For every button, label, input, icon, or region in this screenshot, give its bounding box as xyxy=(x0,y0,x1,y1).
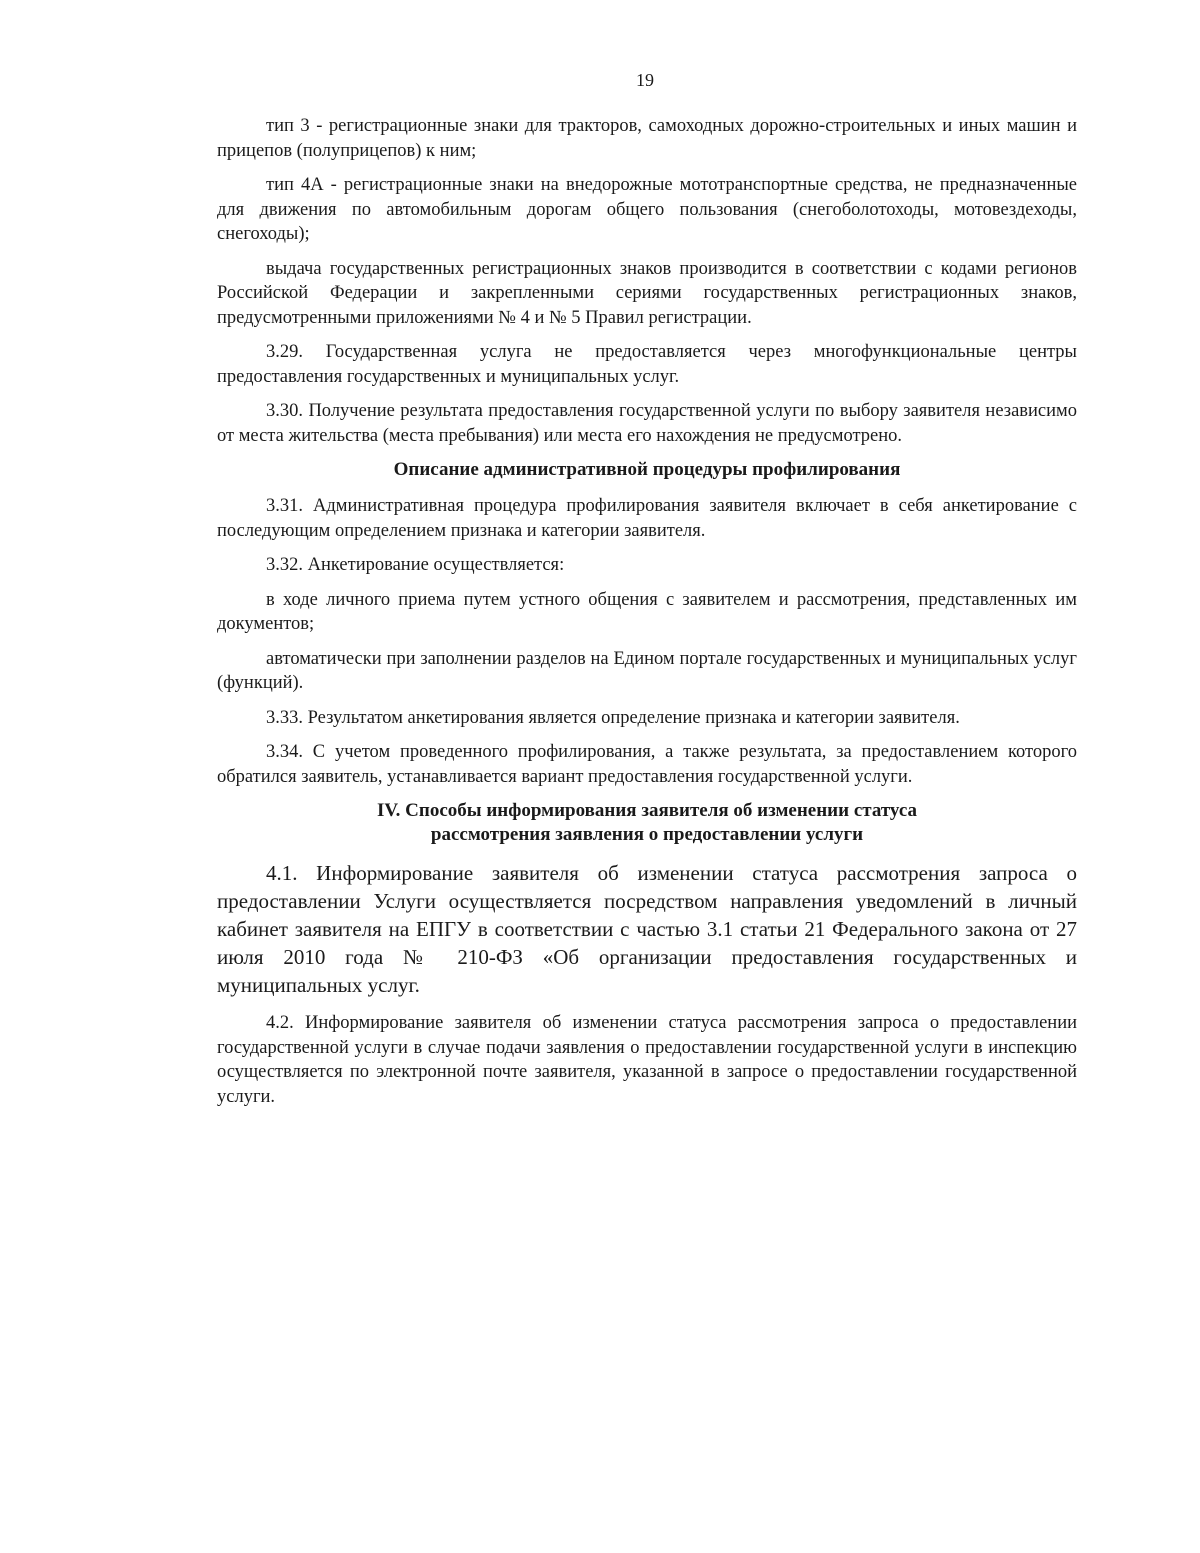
paragraph-3-34: 3.34. С учетом проведенного профилирования, а также результата, за предоставлением которого обратился заявитель, устанавливается вариант предоставления государственной услуги. xyxy=(217,742,1077,787)
paragraph-3-32: 3.32. Анкетирование осуществляется: xyxy=(266,555,565,575)
paragraph-3-30: 3.30. Получение результата предоставления государственной услуги по выбору заявителя независимо от места жительства (места пребывания) или места его нахождения не предусмотрено. xyxy=(217,401,1077,446)
paragraph-automatic: автоматически при заполнении разделов на Едином портале государственных и муниципальных услуг (функций). xyxy=(217,648,1077,693)
section-heading-profiling: Описание административной процедуры профилирования xyxy=(393,459,901,480)
paragraph-4-2: 4.2. Информирование заявителя об изменении статуса рассмотрения запроса о предоставлении государственной услуги в случае подачи заявления о предоставлении государственной услуги в инспекцию осуществляется по электронной почте заявителя, указанной в запросе о предоставлении государственной услуги. xyxy=(217,1013,1077,1107)
paragraph-4-1: 4.1. Информирование заявителя об изменении статуса рассмотрения запроса о предоставлении Услуги осуществляется посредством направления уведомлений в личный кабинет заявителя на ЕПГУ в соответствии с частью 3.1 статьи 21 Федерального закона от 27 июля 2010 года № 210-ФЗ «Об организации предоставления государственных и муниципальных услуг. xyxy=(217,861,1077,997)
page-number: 19 xyxy=(636,70,654,90)
paragraph-type-3: тип 3 - регистрационные знаки для тракторов, самоходных дорожно-строительных и иных машин и прицепов (полуприцепов) к ним; xyxy=(217,116,1077,161)
paragraph-personal-reception: в ходе личного приема путем устного общения с заявителем и рассмотрения, представленных им документов; xyxy=(217,589,1077,634)
paragraph-issuance: выдача государственных регистрационных знаков производится в соответствии с кодами регионов Российской Федерации и закрепленными сериями государственных регистрационных знаков, предусмотренными приложениями № 4 и № 5 Правил регистрации. xyxy=(217,258,1077,328)
paragraph-3-29: 3.29. Государственная услуга не предоставляется через многофункциональные центры предоставления государственных и муниципальных услуг. xyxy=(217,342,1077,387)
paragraph-3-33: 3.33. Результатом анкетирования является определение признака и категории заявителя. xyxy=(266,707,960,728)
paragraph-type-4a: тип 4А - регистрационные знаки на внедорожные мототранспортные средства, не предназначенные для движения по автомобильным дорогам общего пользования (снегоболотоходы, мотовездеходы, снегоходы); xyxy=(217,175,1077,244)
document-body xyxy=(217,114,1077,1119)
section-heading-iv-line-2: рассмотрения заявления о предоставлении услуги xyxy=(430,824,864,845)
section-heading-iv xyxy=(217,799,1077,847)
paragraph-3-31: 3.31. Административная процедура профилирования заявителя включает в себя анкетирование с последующим определением признака и категории заявителя. xyxy=(217,496,1077,541)
section-heading-iv-line-1: IV. Способы информирования заявителя об изменении статуса xyxy=(377,800,917,821)
